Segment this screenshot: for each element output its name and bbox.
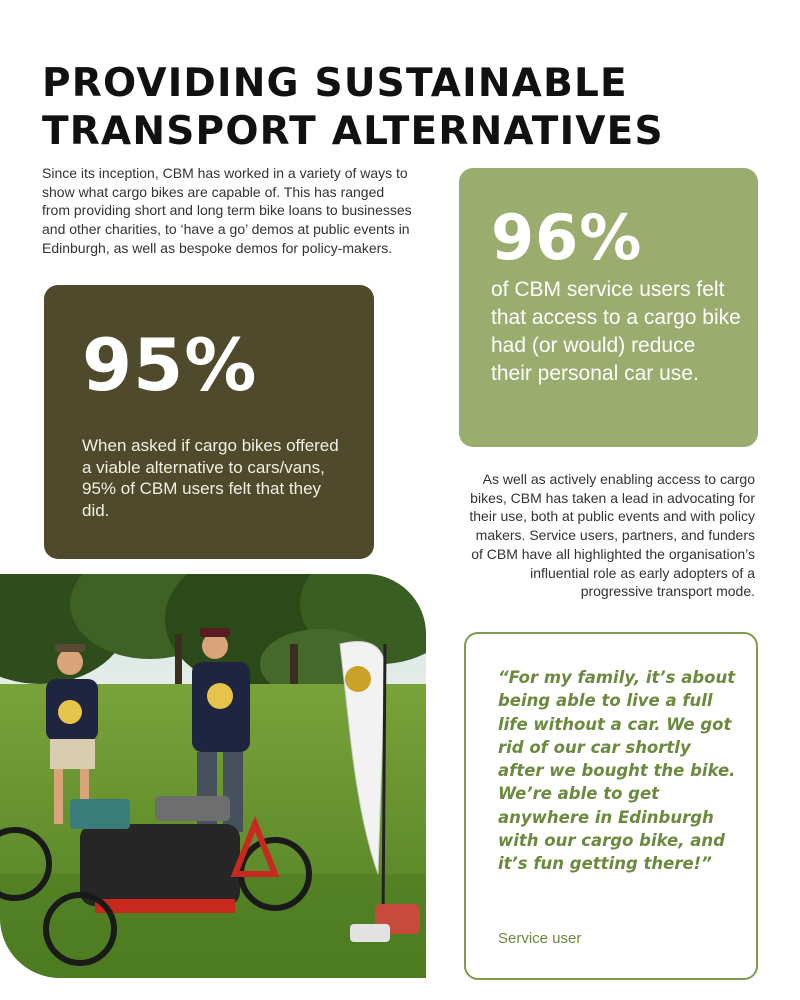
stat-96-text: of CBM service users felt that access to a cargo bike had (or would) reduce their personal car use. xyxy=(491,278,741,385)
page-title-line-1: PROVIDING SUSTAINABLE xyxy=(42,61,628,106)
event-photo xyxy=(0,574,426,978)
testimonial-quote: “For my family, it’s about being able to live a full life without a car. We got rid of our car shortly after we bought the bike. We’re able to get anywhere in Edinburgh with our cargo bike, and it’s fun getting there!” xyxy=(498,668,736,874)
stat-95-value: 95% xyxy=(82,323,258,407)
testimonial-attribution: Service user xyxy=(498,930,582,947)
stat-card-96 xyxy=(459,168,758,447)
testimonial-card xyxy=(464,632,758,980)
page-title xyxy=(42,60,762,156)
stat-card-95 xyxy=(44,285,374,559)
page-title-line-2: TRANSPORT ALTERNATIVES xyxy=(42,109,664,154)
event-photo-illustration xyxy=(0,574,426,978)
intro-paragraph: Since its inception, CBM has worked in a variety of ways to show what cargo bikes are capable of. This has ranged from providing short and long term bike loans to businesses and other charities, to ‘have a go’ demos at public events in Edinburgh, as well as bespoke demos for policy-makers. xyxy=(42,165,412,256)
advocacy-paragraph: As well as actively enabling access to cargo bikes, CBM has taken a lead in advocating for their use, both at public events and with policy makers. Service users, partners, and funders of CBM have all highlighted the organisation’s influential role as early adopters of a progressive transport mode. xyxy=(469,471,755,600)
stat-95-text: When asked if cargo bikes offered a viable alternative to cars/vans, 95% of CBM users felt that they did. xyxy=(82,436,339,520)
stat-96-value: 96% xyxy=(491,201,643,274)
